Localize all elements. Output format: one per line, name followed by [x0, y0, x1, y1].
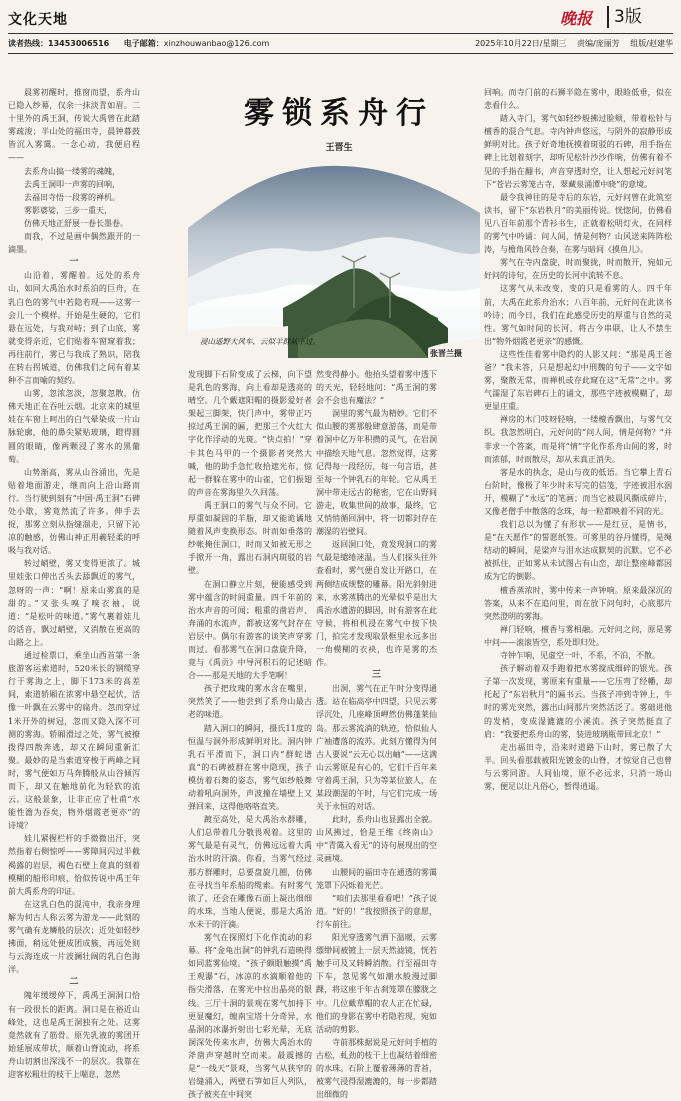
paragraph: 阳光穿透雾气洒下温暖，云雾缥缈间被镀上一层天然滤镜，恍若触手可及又转瞬消散。行至福田寺下车，忽见雾气如潮水般漫过脚踝，将这座千年古刹笼罩在朦胧之中。几位戴草帽的农人正在忙碌，他们的身影在雾中若隐若现，宛如活动的剪影。 [316, 933, 437, 1034]
verse-line: 去系舟山搞一缕雾的魂魄， [24, 166, 120, 176]
paragraph: 雾气在探照灯下化作流动的彩幕。将“金龟出洞”的钟乳石造映得如同蓝雾仙境。“孩子颇眼触摸”禹王观瀑”石，冰凉的水滴顺着他的指尖滑落，在雾光中拉出晶亮的银线。三厅十洞的景观在雾气加持下更显魔幻，缠南宝塔十分奇异，水晶洞的冰瀑折射出七彩光晕，无底洞深处传来水声，仿佛大禹治水的斧凿声穿越时空而来。最震撼的是“一线天”景观，当雾气从狭窄的岩缝涌入，两壁石笋如巨人列队，孩子被夹在中间突 [188, 933, 312, 1100]
paragraph: 最令我神往的是寺后的东岩，元好问曾在此筑室读书，留下“东岩秩月”的美丽传说。恍惚间，仿佛看见八百年前那个青衫书生，正就着松明灯火，在同样的雾气中吟诵：问人间，情是何物？山风送来阵阵松涛，与檐角风铃合奏，在雾与暗间《摸鱼儿》。 [484, 192, 672, 255]
paragraph: 返回洞口处，竟发现洞口的雾气最是缱绻迷温。当人们探头往外查看时，雾气便自发让开路口，在两侧结成规整的雕幕。阳光斜射进来，水雾蒸腾出的光晕似乎是出大禹治水遗游的脚因，时有游客在此守候，将相机浸在雾气中按下快门，拍完才发现取景框里永远多出一角模糊的衣袂，也许是雾的杰作。 [316, 540, 437, 668]
verse-line: 去福田寺悟一段雾的禅机。 [24, 192, 120, 202]
paragraph: 隗年缓缓停下，禹禹王洞洞口恰有一段很长的距离。洞口是在裕近山峰处，这也是禹王洞独有之处。这雾竟然就有了筋骨。原先乳液的雾团开始延展成带状，顺着山脊流动，将系舟山切割出深浅不一的层次。我靠在迎客松粗壮的枝干上喘息，忽然 [8, 991, 140, 1080]
section-title: 文化天地 [8, 12, 68, 28]
paragraph: “咱们去那里看看吧！”孩子说道。“好的！”我按照孩子的意愿，行车前往。 [316, 893, 437, 929]
paragraph: 我们总以为懂了有形状——是红豆，是情书，是“在天愿作”的誓愿纸签。可雾里的谷丹懂得，是绳结动的瞬间，是梁声与泪水达成默契的沉默。它不必被抓住，正如雾从未试图占有山峦，却让整座峰都因成为它的倒影。 [484, 520, 672, 582]
reader-hotline: 读者热线：13453006516 [8, 39, 110, 48]
header-rule-top [8, 33, 673, 34]
section-number: 三 [371, 670, 381, 681]
verse-line: 去禹王洞叩一声雾的回响， [24, 179, 120, 189]
paragraph: 孩子解动着双手跑着把水雾搅成细碎的银光。孩子第一次发现，雾原来有重量——它压弯了经幡，却托起了“东岩秋月”的匾书云。当孩子冲到寺钟上，牛时的雾光突然，露出山间那片突然活泛了。雾础进他的发梢，变成湿漉漉的小溪流。孩子突然挺直了肩：“我要把系舟山的雾，装进玻璃瓶带回北京！” [484, 664, 672, 739]
paragraph: 檀香蒸浓时，雾中传来一声钟响。原来最深沉的答案，从来不在追问里，而在放下问句时，心底那片突然澄明的雾海。 [484, 585, 672, 621]
paragraph: 出洞，雾气在正午时分变得通透。站在临高亭中四望，只见云雾浮沉处，几座峰顶岬然仿佛蓬莱仙岛。那云雾流淌的轨迹，恰似仙人广袖遭落的流苏。此刻方懂得为何古人要说“云无心以出岫”——这满山云雾原是有心的，它们千百年来守着禹王洞，只为等某位旅人，在某段潮湿的午时，与它们完成一场关于永恒的对话。 [316, 684, 437, 812]
paragraph: 晨雾初醒时，推窗而望，系舟山已隐入纱幕，仅余一抹淡青如眉。二十里外的禹王洞，传说大禹曾在此踏雾疏浚；半山处的福田寺，晨钟暮鼓皆沉入雾霭。一念心动，我便启程—— [8, 88, 140, 163]
paragraph: 禅门轻响，檀香与雾相融。元好问之问，原是雾中问——滚滚皆空，系处即归处。 [484, 624, 672, 647]
paragraph: 这雾气从未改变，变的只是看雾的人。四千年前，大禹在此系舟治水；八百年前，元好问在此读书吟诗；而今日，我们在此感受历史的厚重与自然的灵性。雾气如时间的长河，将古今串联，让人不禁生出“物外烟霞老更亲”的感慨。 [484, 284, 672, 346]
paragraph: 寺前那株据说是元好问手植的古松，虬劲的枝干上也凝结着细密的水珠。石阶上覆着薄薄的青苔，被雾气浸得湿漉漉的，每一步都踏出细微的 [316, 1037, 437, 1100]
article-author: 王晋生 [325, 143, 353, 153]
paragraph: 山势渐高，雾从山谷涌出，先是贴着地面游走，继而向上沿山路而行。当行驶到刻有“中国·禹王洞”石碑处小歇，雾竟然流了许多。伸手去捉，那雾立刻从指缝溜走，只留下沁凉的触感，仿佛山神正用羲轻柔的呼吸与我对话。 [8, 467, 140, 556]
email-label: 电子邮箱： [123, 39, 164, 48]
section-number: 一 [69, 257, 79, 268]
text-column-1 [8, 86, 140, 1080]
paragraph: 然变得静小。他抬头望着雾中透下的天光，轻轻地问：“禹王洞的雾会不会也有魔法？” [316, 370, 437, 406]
text-column-4 [484, 86, 672, 982]
paragraph: 发现脚下石阶变成了云梯，向下望是乳色的雾海，向上看却是透亮的晴空。几个戴遮阳帽的摄影爱好者架起三脚架，快门声中，雾带正巧掠过禹王洞的匾，把那三个火红大字化作浮动的光斑。“快点拍！”穿卡其色马甲的一个摄影者突然大喊，他的助手急忙收拾遮光布，惊起一群躲在雾中的山雀，它们振翅的声音在雾海里久久回荡。 [188, 370, 312, 497]
paragraph: 雾气在寺内盘旋，时而聚拢，时而散开，宛如元好问的诗句，在历史的长河中流转不息。 [484, 258, 672, 281]
paragraph: 回响。而寺门前的石狮半隐在雾中，眼睑低垂，似在悲看什么。 [484, 88, 672, 111]
paragraph: 此时，系舟山也显露出全貌。山风拂过，恰是王维《终南山》中“青霭入看无”的诗句展现出的空灵画境。 [316, 815, 437, 864]
paragraph: 孩子把玫瑰的雾水含在嘴里，突然笑了——他尝到了系舟山最古老的味道。 [188, 684, 312, 720]
paragraph: 寺钟乍响，见虚空一叶，不系，不泊，不散。 [500, 651, 660, 661]
newspaper-logo: 晚报 [560, 9, 593, 28]
section-number: 二 [69, 977, 79, 988]
article-photo [188, 158, 480, 358]
text-column-2 [188, 368, 312, 1100]
page-number: 3版 [607, 6, 680, 28]
article-title: 雾锁系舟行 [244, 96, 434, 131]
paragraph: 踱至高处，是大禹治水群雕，人们总带着几分敬畏观着。这里的雾气最是有灵气，仿佛远远着大禹治水时的汗滴。你看，当雾气经过那方群雕时，总要盘旋几圈，仿佛在寻找当年系船的缆索。有时雾气浓了，还会在雕像石面上凝出细细的水珠，当地人便说，那是大禹治水未干的汗滴。 [188, 815, 312, 929]
page-header [0, 0, 681, 54]
paragraph: 在这乳白色的混沌中，我亲身理解为何古人称云雾为游龙——此刻的雾气确有龙鳞般的层次；近处如轻纱拂面，稍远处便成团成簇，再远处则与云海连成一片波澜壮阔的乳白色海洋。 [8, 899, 140, 975]
photo-credit: 张晋兰摄 [430, 349, 462, 358]
header-rule-bottom [8, 53, 673, 54]
paragraph: 踏入洞口的瞬间，摄氏11度的恒温与洞外形成鲜明对比。洞内钟乳石平滑而下，洞口内“群蛇谱真”的石碑被群在雾中隐现，孩子模仿着石舞的姿态，雾气如纱般舞动着吼向洞外，声波撞在墙壁上又弹回来，这得他咯咯直笑。 [188, 723, 312, 812]
paragraph: 山腰间的福田寺在通透的雾霭笼罩下闪烁着光芒。 [316, 867, 437, 890]
photo-caption: 浸山遥野大风车，云似羊群从下过。 [200, 337, 320, 346]
paragraph: 转过峭壁，雾又变得更浓了。城里娃张口伸出舌头去舔飘近的雾气，忽呀的一声：“啊！原来山雾真的是甜的。”又张头嗅了嗅衣袖，说道：“是松叶的味道。”雾气裹着娃儿的话音，飘过峭壁，又消散在更高的山路之上。 [8, 559, 140, 647]
paragraph: 走出福田寺，沿来时道路下山时，雾已散了大半。回头看那载被阳光镀金的山脊，才惊觉自己也曾与云雾同游。人间仙境，原不必远求，只消一场山雾，便足以让凡俗心，暂得逍遥。 [484, 742, 672, 791]
paragraph: 山沿着，雾醒着。远处的系舟山，如同大禹治水时系泊的巨舟，在乳白色的雾气中若隐若现——这雾一会儿一个模样。开始是生硬的，它们悬在远处，与我对峙；到了山底，雾就变得亲近，它们贴着车窗窥着我；再往前行，雾已与我成了熟识，陪我在转右拐城道，仿佛我们之间有着某种不言而喻的契约。 [8, 271, 140, 386]
header-info-bar [8, 37, 673, 51]
design-credit: 组版/赵建华 [630, 39, 673, 48]
paragraph: 山雾，忽浓忽淡，忽聚忽散，仿佛天地正在吞吐云烟。北京来的城里娃在车窗上呵出的白气晕染成一片山脉轮廓，他的鼻尖紧贴玻璃，瞪得圆圆的眼睛，像两颗浸了雾水的黑葡萄。 [8, 389, 140, 464]
paragraph: 娃儿紧握栏杆的手微微出汗，突然指着右侧惊呼——雾障间闪过半截褐露的岩层，褐色石壁上竟真的刻着模糊的船形印痕，恰似传说中禹王年前大禹系舟的印证。 [8, 834, 140, 896]
paragraph: 禅房的木门吱呀轻响，一缕檀香飘出，与雾气交织。我忽然明白，元好问的“问人间，情是何物？”并非求一个答案，而是将“情”字化作系舟山间的雾，时而浓郁，时而散尽，却从未真正消失。 [484, 415, 672, 464]
foggy-mountain-illustration [188, 158, 480, 358]
verse-line: 而我，不过是画中偶然跟开的一滴墨。 [8, 232, 140, 255]
paragraph: 这些性佳着雾中隐约的人影又问：“那是禹王爸爸？”我未答，只是想起幻中刑魏的句子——文字如雾，聚散无常，而禅机或存此窥在这“无常”之中。雾气濡湿了东岩碑石上的诵文，那些字迹被模糊了，却更显庄重。 [484, 349, 672, 412]
paragraph: 踏入寺门，雾气如轻纱般拂过脸颊，带着松针与檀香的混合气息。寺内钟声悠远，与阴外的寂静形成鲜明对比。孩子好奇地抚摸着斑驳的石碑，用手指在碑上比划着刻字，却听见松针沙沙作响，仿佛有着不见的手指在翻书，声音穿透时空，让人想起元好问笔下“苍岩云雾笼古寺，翠藏泉涌潭中晓”的意境。 [484, 114, 672, 189]
paragraph: 禹王洞口的雾气与众不同。它厚重如凝固的羊脂，却又能诡谲地随着风声变换形态。时而如垂落的纱帐掩住洞口，时而又如被无形之手掀开一角，露出石洞内斑驳的岩壁。 [188, 500, 312, 576]
verse-line: 仿佛天地正舒展一卷长墨卷。 [24, 218, 128, 228]
text-column-3 [316, 368, 437, 1100]
editor-credit: 责编/庞丽芳 [577, 39, 620, 48]
paragraph: 通过检票口，乘坐山西首第一条旅游客运索道时，520米长的钢缆穿行于雾海之上，脚下173米的高差间，索道轿厢在浓雾中悬空起伏，活像一叶飘在云雾中的扁舟。忽而穿过1米开外的树冠，忽而又隐入深不可测的雾海。轿厢滑过之处，雾气被撩拨得四散奔逃，却又在瞬间重新汇聚。最妙的是当索道穿梭于两峰之间时，雾气便如万马奔腾般从山谷倾泻而下，却又在触地前化为轻软的流云。这般景象，让非正应了杜甫“水能性澹为吞矣，物外烟霞老更亦”的诗境？ [8, 651, 140, 831]
verse-line: 雾影婆娑，三步一重天， [24, 205, 112, 215]
paragraph: 客是水的执念，是山与夜的低语。当它攀上青石台阶时，像极了年少时未写完的信笺，字迹被泪水洇开，模糊了“永远”的笔画；而当它被晨风撕成碎片，又像老僧手中散落的念珠，每一粒都映着不同的光。 [484, 467, 672, 516]
paragraph: 洞里的雾气最为精妙。它们不似山腰的雾那般肆意游荡，而是带着洞中亿万年积攒的灵气，在岩洞中描绘天地气息。忽然觉得，这雾记得每一段经历，每一句言语，甚至每一个钟乳石的年轮。它从禹王洞中带走远古的秘密，它在山野间游走，收集世间的故事，最终，它又悄悄循回洞中，将一切都封存在潮湿的岩壁间。 [316, 409, 437, 537]
email-address: xinzhouwanbao@126.com [163, 39, 270, 48]
paragraph: 在洞口静立片刻，便能感受到雾中蕴含的时间重量。四千年前的治水声音的可闻；粗重的凿岩声、奔涌的水流声，都被这雾气封存在岩层中。偶尔有游客的谈笑声穿雾而过。看那雾气在洞口盘旋升降，竟与《禹贡》中导河积石的记述暗合——那是天地的大手笔啊！ [188, 579, 312, 681]
issue-date: 2025年10月22日/星期三 [475, 39, 567, 48]
